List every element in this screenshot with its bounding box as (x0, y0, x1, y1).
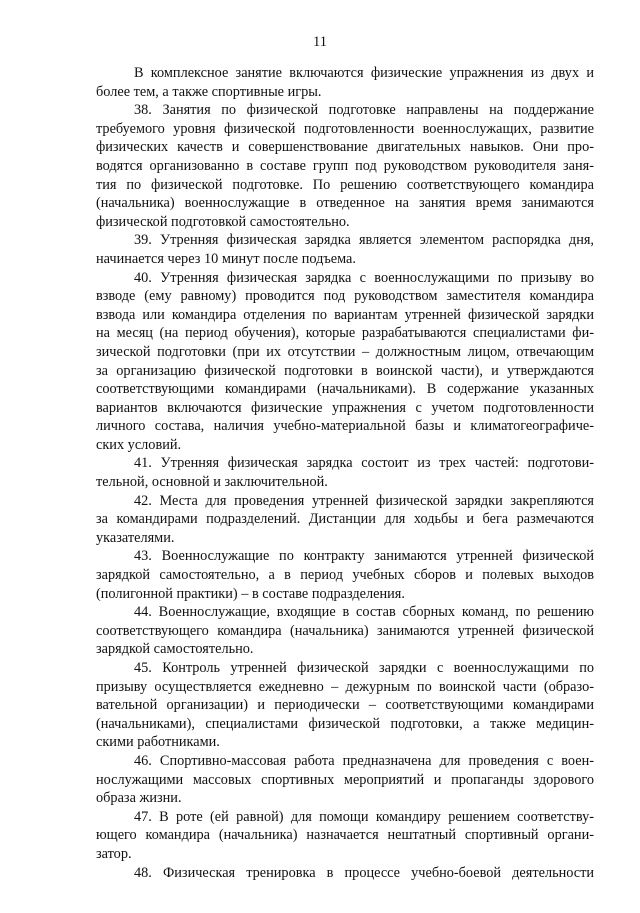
text-line: на месяц (на период обучения), которые разрабатываются специалистами фи- (96, 325, 594, 342)
text-line: взвода или командира отделения по вариантам утренней физической зарядки (96, 306, 594, 323)
text-line: соответствующими командирами (начальниками). В содержание указанных (96, 381, 594, 398)
text-line: тия по физической подготовке. По решению соответствующего командира (96, 176, 594, 193)
text-line: зарядкой самостоятельно. (96, 641, 254, 658)
paragraph (96, 547, 594, 603)
text-line: (начальника) военнослужащие в отведенное на занятия время занимаются (96, 195, 594, 212)
text-line: В комплексное занятие включаются физические упражнения из двух и (134, 65, 594, 81)
document-body (96, 64, 594, 882)
text-line: физических качеств и совершенствование двигательных навыков. Они про- (96, 139, 594, 156)
text-line: вательной организации) и периодически – соответствующими командирами (96, 697, 594, 714)
paragraph (96, 269, 594, 455)
text-line: тельной, основной и заключительной. (96, 474, 328, 491)
text-line: 38. Занятия по физической подготовке направлены на поддержание (134, 102, 594, 119)
paragraph (96, 752, 594, 808)
text-line: 48. Физическая тренировка в процессе учебно-боевой деятельности (134, 864, 594, 881)
text-line: вариантов включаются физические упражнения с учетом подготовленности (96, 399, 594, 416)
text-line: 39. Утренняя физическая зарядка является элементом распорядка дня, (134, 232, 594, 249)
text-line: зарядкой самостоятельно, а в период учебных сборов и полевых выходов (96, 567, 594, 584)
paragraph (96, 864, 594, 883)
text-line: более тем, а также спортивные игры. (96, 83, 322, 100)
paragraph (96, 454, 594, 491)
text-line: водятся организованно в составе групп под руководством руководителя заня- (96, 157, 594, 174)
text-line: соответствующего командира (начальника) занимаются утренней физической (96, 622, 594, 639)
text-line: ющего командира (начальника) назначается нештатный спортивный органи- (96, 827, 594, 844)
text-line: 40. Утренняя физическая зарядка с военнослужащими по призыву во (134, 269, 594, 286)
text-line: 46. Спортивно-массовая работа предназначена для проведения с воен- (134, 752, 594, 769)
text-line: взводе (ему равному) проводится под руководством заместителя командира (96, 288, 594, 305)
text-line: 42. Места для проведения утренней физической зарядки закрепляются (134, 492, 594, 509)
text-line: ских условий. (96, 436, 182, 453)
paragraph (96, 659, 594, 752)
text-line: 43. Военнослужащие по контракту занимаются утренней физической (134, 548, 594, 565)
paragraph (96, 492, 594, 548)
paragraph (96, 64, 594, 101)
text-line: скими работниками. (96, 734, 220, 751)
text-line: нослужащими массовых спортивных мероприятий и пропаганды здорового (96, 771, 594, 788)
text-line: затор. (96, 845, 132, 862)
paragraph (96, 603, 594, 659)
text-line: 44. Военнослужащие, входящие в состав сборных команд, по решению (134, 604, 594, 621)
text-line: указателями. (96, 529, 175, 546)
text-line: образа жизни. (96, 790, 182, 807)
text-line: требуемого уровня физической подготовленности военнослужащих, развитие (96, 120, 594, 137)
text-line: 45. Контроль утренней физической зарядки с военнослужащими по (134, 660, 594, 676)
text-line: (полигонной практики) – в составе подразделения. (96, 585, 405, 602)
text-line: за организацию физической подготовки в воинской части), и утверждаются (96, 362, 594, 379)
text-line: (начальниками), специалистами физической подготовки, а также медицин- (96, 715, 594, 732)
text-line: зической подготовки (при их отсутствии – должностным лицом, отвечающим (96, 343, 594, 360)
page-number: 11 (313, 34, 327, 50)
text-line: 41. Утренняя физическая зарядка состоит из трех частей: подготови- (134, 455, 594, 472)
text-line: начинается через 10 минут после подъема. (96, 250, 356, 267)
paragraph (96, 808, 594, 864)
text-line: 47. В роте (ей равной) для помощи командиру решением соответству- (134, 808, 594, 825)
text-line: призыву осуществляется ежедневно – дежурным по воинской части (образо- (96, 678, 594, 695)
text-line: физической подготовкой самостоятельно. (96, 213, 350, 230)
paragraph (96, 231, 594, 268)
text-line: за командирами подразделений. Дистанции для ходьбы и бега размечаются (96, 511, 594, 528)
text-line: личного состава, наличия учебно-материальной базы и климатогеографиче- (96, 418, 594, 435)
paragraph (96, 101, 594, 231)
